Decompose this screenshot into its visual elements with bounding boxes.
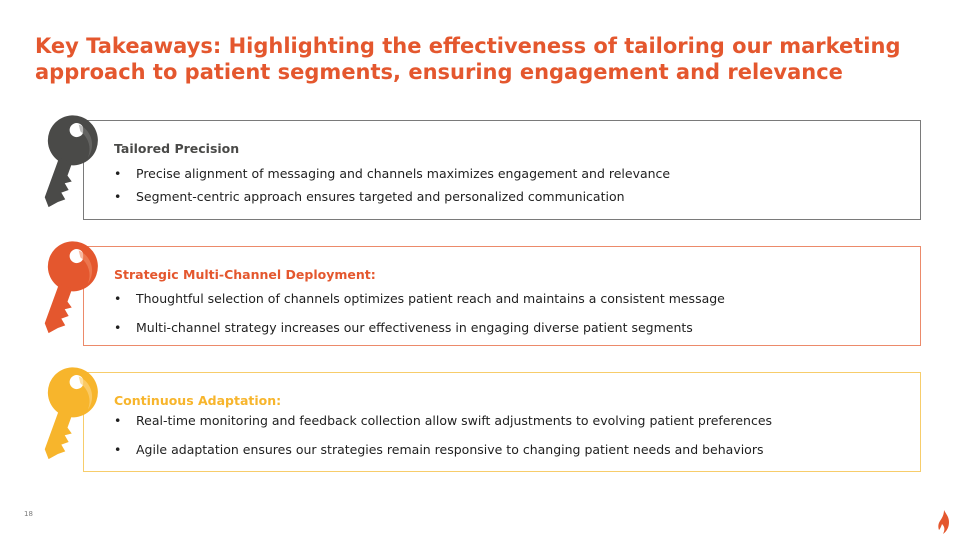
key-icon <box>30 364 100 464</box>
takeaway-card-continuous-adaptation <box>83 372 921 472</box>
card-heading: Tailored Precision <box>114 141 240 156</box>
page-title: Key Takeaways: Highlighting the effectiveness of tailoring our marketing approach to patient segments, ensuring engagement and relevance <box>35 34 901 84</box>
takeaway-card-multi-channel <box>83 246 921 346</box>
key-icon <box>30 238 100 338</box>
bullet-list <box>114 406 772 464</box>
bullet-list <box>114 162 670 208</box>
bullet-item: • Segment-centric approach ensures targeted and personalized communication <box>114 185 670 208</box>
bullet-item: • Precise alignment of messaging and channels maximizes engagement and relevance <box>114 162 670 185</box>
bullet-item: • Real-time monitoring and feedback collection allow swift adjustments to evolving patient preferences <box>114 406 772 435</box>
flame-logo-icon <box>937 510 951 534</box>
page-number: 18 <box>24 510 33 518</box>
takeaway-card-tailored-precision <box>83 120 921 220</box>
bullet-list <box>114 284 725 342</box>
bullet-item: • Multi-channel strategy increases our effectiveness in engaging diverse patient segments <box>114 313 725 342</box>
card-heading: Continuous Adaptation: <box>114 393 282 408</box>
key-icon <box>30 112 100 212</box>
card-heading: Strategic Multi-Channel Deployment: <box>114 267 376 282</box>
bullet-item: • Thoughtful selection of channels optimizes patient reach and maintains a consistent message <box>114 284 725 313</box>
bullet-item: • Agile adaptation ensures our strategies remain responsive to changing patient needs and behaviors <box>114 435 772 464</box>
